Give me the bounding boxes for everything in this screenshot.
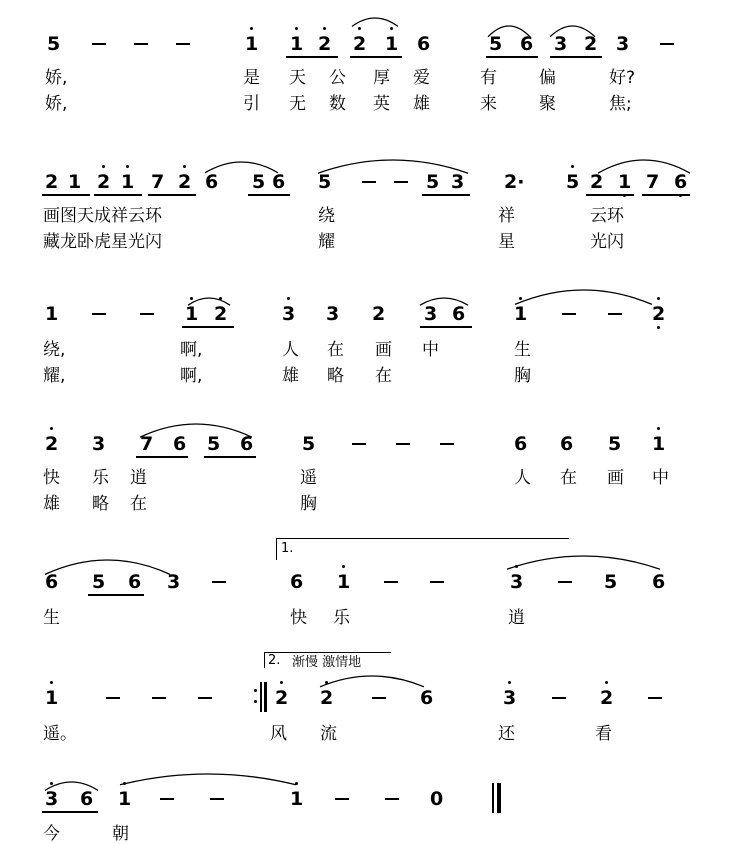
jianpu-note: 1: [118, 788, 132, 810]
jianpu-note: 6: [80, 788, 94, 810]
jianpu-note: 3: [503, 687, 517, 709]
lyric-syllable: 略: [327, 366, 344, 386]
jianpu-note: 3: [510, 571, 524, 593]
jianpu-note: 6: [173, 433, 187, 455]
jianpu-note: 5: [47, 33, 61, 55]
jianpu-note: 2: [97, 171, 111, 193]
lyric-syllable: 流: [320, 724, 337, 744]
jianpu-note: 6: [290, 571, 304, 593]
jianpu-note: 3: [451, 171, 465, 193]
jianpu-note: 2: [372, 303, 386, 325]
jianpu-note: 2: [652, 303, 666, 325]
lyric-syllable: 祥: [498, 206, 515, 226]
lyric-syllable: 绕: [318, 206, 335, 226]
lyric-syllable: 看: [595, 724, 612, 744]
slur-arc: [188, 298, 230, 305]
slur-arc: [507, 556, 660, 569]
jianpu-note: 5: [302, 433, 316, 455]
lyric-syllable: 聚: [539, 94, 556, 114]
slur-arc: [598, 160, 690, 173]
lyric-syllable: 快: [290, 608, 307, 628]
lyric-syllable: 雄: [413, 94, 430, 114]
lyric-syllable: 胸: [514, 366, 531, 386]
jianpu-note: 7: [140, 433, 154, 455]
jianpu-note: 1: [45, 687, 59, 709]
lyric-syllable: 今: [43, 824, 60, 844]
lyric-syllable: 乐: [333, 608, 350, 628]
lyric-syllable: 略: [92, 494, 109, 514]
jianpu-note: 3: [326, 303, 340, 325]
jianpu-note: 2: [275, 687, 289, 709]
jianpu-note: 6: [417, 33, 431, 55]
lyric-syllable: 人: [282, 340, 299, 360]
jianpu-note: 6: [520, 33, 534, 55]
lyric-syllable: 遥。: [43, 724, 77, 744]
lyric-syllable: 啊,: [180, 340, 203, 360]
jianpu-note: 3: [424, 303, 438, 325]
slur-arc: [205, 162, 278, 173]
lyric-syllable: 引: [243, 94, 260, 114]
jianpu-note: 1: [652, 433, 666, 455]
jianpu-note: 6: [652, 571, 666, 593]
jianpu-note: 3: [92, 433, 106, 455]
lyric-syllable: 数: [329, 94, 346, 114]
jianpu-note: 2: [353, 33, 367, 55]
jianpu-note: 6: [420, 687, 434, 709]
lyric-syllable: 娇,: [45, 94, 68, 114]
lyric-syllable: 画: [375, 340, 392, 360]
lyric-syllable: 天: [289, 68, 306, 88]
lyric-syllable: 有: [480, 68, 497, 88]
jianpu-note: 5: [207, 433, 221, 455]
ending-label: 2.: [268, 653, 281, 668]
lyric-syllable: 厚: [373, 68, 390, 88]
lyric-syllable: 娇,: [45, 68, 68, 88]
jianpu-note: 2: [214, 303, 228, 325]
jianpu-note: 7: [151, 171, 165, 193]
tempo-marking: 渐慢 激情地: [292, 655, 362, 670]
slur-arc: [45, 560, 170, 574]
lyric-syllable: 好?: [609, 68, 636, 88]
jianpu-note: 6: [272, 171, 286, 193]
jianpu-note: 5: [489, 33, 503, 55]
slur-arc: [352, 18, 398, 26]
lyric-syllable: 焦;: [609, 94, 632, 114]
jianpu-note: 1: [121, 171, 135, 193]
lyric-syllable: 是: [243, 68, 260, 88]
lyric-syllable: 生: [514, 340, 531, 360]
jianpu-note: 3: [282, 303, 296, 325]
lyric-syllable: 偏: [539, 68, 556, 88]
jianpu-note: 0: [430, 788, 444, 810]
lyric-syllable: 藏龙卧虎星光闪: [43, 232, 162, 252]
lyric-syllable: 乐: [92, 468, 109, 488]
jianpu-note: 1: [245, 33, 259, 55]
lyric-syllable: 生: [43, 608, 60, 628]
jianpu-note: 3: [45, 788, 59, 810]
jianpu-note: 3: [554, 33, 568, 55]
lyric-syllable: 还: [498, 724, 515, 744]
jianpu-note: 6: [240, 433, 254, 455]
jianpu-note: 1: [185, 303, 199, 325]
lyric-syllable: 逍: [508, 608, 525, 628]
jianpu-note: 1: [618, 171, 632, 193]
lyric-syllable: 在: [375, 366, 392, 386]
lyric-syllable: 啊,: [180, 366, 203, 386]
jianpu-note: 6: [674, 171, 688, 193]
lyric-syllable: 在: [327, 340, 344, 360]
jianpu-note: 3: [616, 33, 630, 55]
slur-arc: [320, 676, 424, 687]
jianpu-note: 1: [290, 33, 304, 55]
lyric-syllable: 雄: [282, 366, 299, 386]
jianpu-note: 5: [426, 171, 440, 193]
jianpu-note: 6: [560, 433, 574, 455]
jianpu-note: 5: [92, 571, 106, 593]
jianpu-note: 7: [646, 171, 660, 193]
lyric-syllable: 雄: [43, 494, 60, 514]
lyric-syllable: 绕,: [43, 340, 66, 360]
jianpu-note: 5: [608, 433, 622, 455]
lyric-syllable: 云环: [590, 206, 624, 226]
jianpu-note: 5: [252, 171, 266, 193]
lyric-syllable: 公: [329, 68, 346, 88]
lyric-syllable: 耀,: [43, 366, 66, 386]
jianpu-note: 1: [514, 303, 528, 325]
jianpu-note: 2·: [504, 171, 525, 193]
jianpu-note: 6: [514, 433, 528, 455]
lyric-syllable: 中: [422, 340, 439, 360]
lyric-syllable: 朝: [112, 824, 129, 844]
slur-arc: [515, 290, 652, 304]
slur-arc: [120, 774, 296, 785]
lyric-syllable: 在: [560, 468, 577, 488]
lyric-syllable: 画图天成祥云环: [43, 206, 162, 226]
jianpu-note: 2: [590, 171, 604, 193]
lyric-syllable: 来: [480, 94, 497, 114]
lyric-syllable: 中: [652, 468, 669, 488]
jianpu-note: 2: [178, 171, 192, 193]
slur-arc: [140, 424, 252, 437]
jianpu-note: 1: [337, 571, 351, 593]
lyric-syllable: 风: [270, 724, 287, 744]
slur-arc: [45, 782, 98, 790]
jianpu-note: 6: [128, 571, 142, 593]
jianpu-note: 2: [584, 33, 598, 55]
lyric-syllable: 画: [607, 468, 624, 488]
jianpu-note: 2: [320, 687, 334, 709]
jianpu-note: 2: [600, 687, 614, 709]
lyric-syllable: 快: [43, 468, 60, 488]
slur-arc: [488, 26, 530, 37]
jianpu-note: 6: [205, 171, 219, 193]
jianpu-note: 1: [385, 33, 399, 55]
lyric-syllable: 无: [289, 94, 306, 114]
jianpu-note: 2: [45, 433, 59, 455]
ending-label: 1.: [281, 541, 294, 556]
lyric-syllable: 爱: [413, 68, 430, 88]
jianpu-note: 6: [452, 303, 466, 325]
jianpu-note: 1: [290, 788, 304, 810]
lyric-syllable: 遥: [300, 468, 317, 488]
lyric-syllable: 光闪: [590, 232, 624, 252]
lyric-syllable: 逍: [130, 468, 147, 488]
slur-arc: [420, 298, 468, 305]
lyric-syllable: 在: [130, 494, 147, 514]
lyric-syllable: 人: [514, 468, 531, 488]
lyric-syllable: 耀: [318, 232, 335, 252]
jianpu-note: 6: [45, 571, 59, 593]
jianpu-note: 1: [68, 171, 82, 193]
jianpu-note: 5: [318, 171, 332, 193]
lyric-syllable: 星: [498, 232, 515, 252]
slur-arc: [550, 26, 595, 37]
jianpu-note: 5: [604, 571, 618, 593]
lyric-syllable: 英: [373, 94, 390, 114]
jianpu-note: 5: [566, 171, 580, 193]
jianpu-note: 2: [318, 33, 332, 55]
slur-arc: [318, 160, 468, 173]
lyric-syllable: 胸: [300, 494, 317, 514]
jianpu-note: 2: [45, 171, 59, 193]
jianpu-note: 1: [45, 303, 59, 325]
jianpu-note: 3: [167, 571, 181, 593]
